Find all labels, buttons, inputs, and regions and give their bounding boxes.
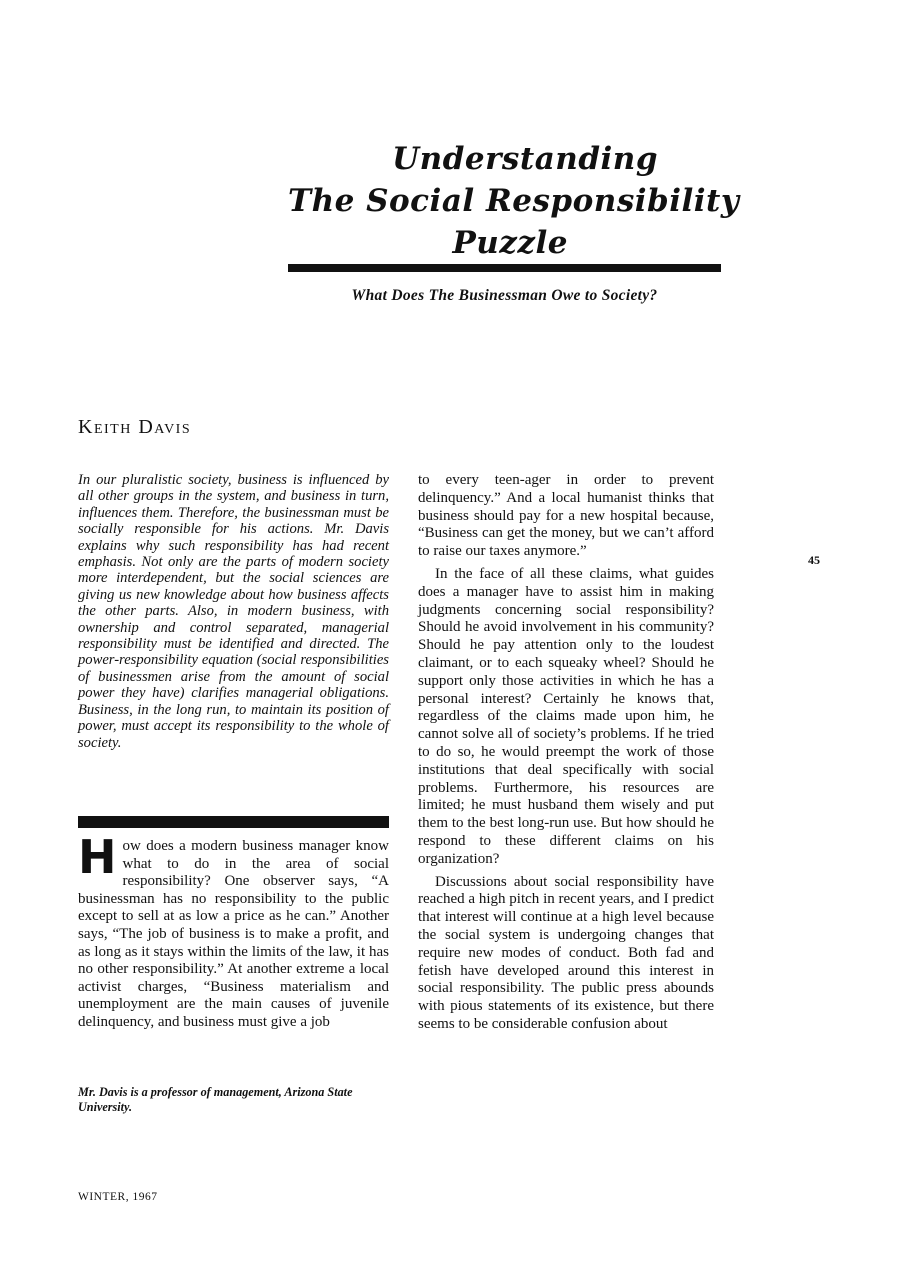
body-left-text: ow does a modern business manager know what to do in the area of social responsibility? One observer says, “A businessman has no responsibility to the public except to sell at as low a price as he can.” Another says, “The job of business is to make a profit, and as long as it stays within the limits of the law, it has no other responsibility.” At another extreme a local activist charges, “Business materialism and unemployment are the main causes of juvenile delinquency, and business must give a job bbox=[78, 838, 389, 1030]
abstract: In our pluralistic society, business is influenced by all other groups in the system, and business in turn, influences them. Therefore, the businessman must be socially responsible for his actions. Mr. Davis explains why such responsibility has had recent emphasis. Not only are the parts of modern society more interdependent, but the social sciences are giving us new knowledge about how business affects the other parts. Also, in modern business, with ownership and control separated, managerial responsibility must be identified and directed. The power-responsibility equation (social responsibilities of businessmen arise from the amount of social power they have) clarifies managerial obligations. Business, in the long run, to maintain its position of power, must accept its responsibility to the whole of society. bbox=[78, 472, 389, 751]
author-affiliation: Mr. Davis is a professor of management, Arizona State University. bbox=[78, 1085, 353, 1114]
subtitle: What Does The Businessman Owe to Society? bbox=[351, 287, 658, 304]
paragraph: Discussions about social responsibility have reached a high pitch in recent years, and I predict that interest will continue at a high level because the social system is undergoing changes that require new modes of conduct. Both fad and fetish have developed around this interest in social responsibility. The public press abounds with pious statements of its existence, but there seems to be considerable confusion about bbox=[418, 873, 714, 1032]
title-line-2: The Social Responsibility bbox=[288, 183, 740, 219]
paragraph: In the face of all these claims, what guides does a manager have to assist him in making judgments concerning social responsibility? Should he avoid involvement in his community? Should he pay attention only to the loudest claimant, or to each squeaky wheel? Should he support only those activities in which he has a personal interest? Certainly he knows that, regardless of the claims made upon him, he cannot solve all of society’s problems. If he tried to do so, he would preempt the work of those institutions that deal specifically with social problems. Furthermore, his resources are limited; he must husband them wisely and put them to the best long-run use. But how should he respond to these different claims on his organization? bbox=[418, 565, 714, 867]
article-title bbox=[288, 138, 740, 264]
paragraph: to every teen-ager in order to prevent delinquency.” And a local humanist thinks that business should pay for a new hospital because, “Business can get the money, but we can’t afford to raise our taxes anymore.” bbox=[418, 472, 714, 560]
footer-issue: WINTER, 1967 bbox=[78, 1191, 158, 1203]
title-rule bbox=[288, 264, 721, 272]
abstract-rule bbox=[78, 816, 389, 828]
body-left-column bbox=[78, 830, 389, 1032]
page-number: 45 bbox=[808, 553, 820, 567]
body-right-column bbox=[418, 472, 714, 1034]
drop-cap: H bbox=[78, 830, 117, 884]
title-line-3: Puzzle bbox=[452, 225, 568, 261]
author-name: Keith Davis bbox=[78, 416, 192, 438]
title-line-1: Understanding bbox=[392, 141, 658, 177]
